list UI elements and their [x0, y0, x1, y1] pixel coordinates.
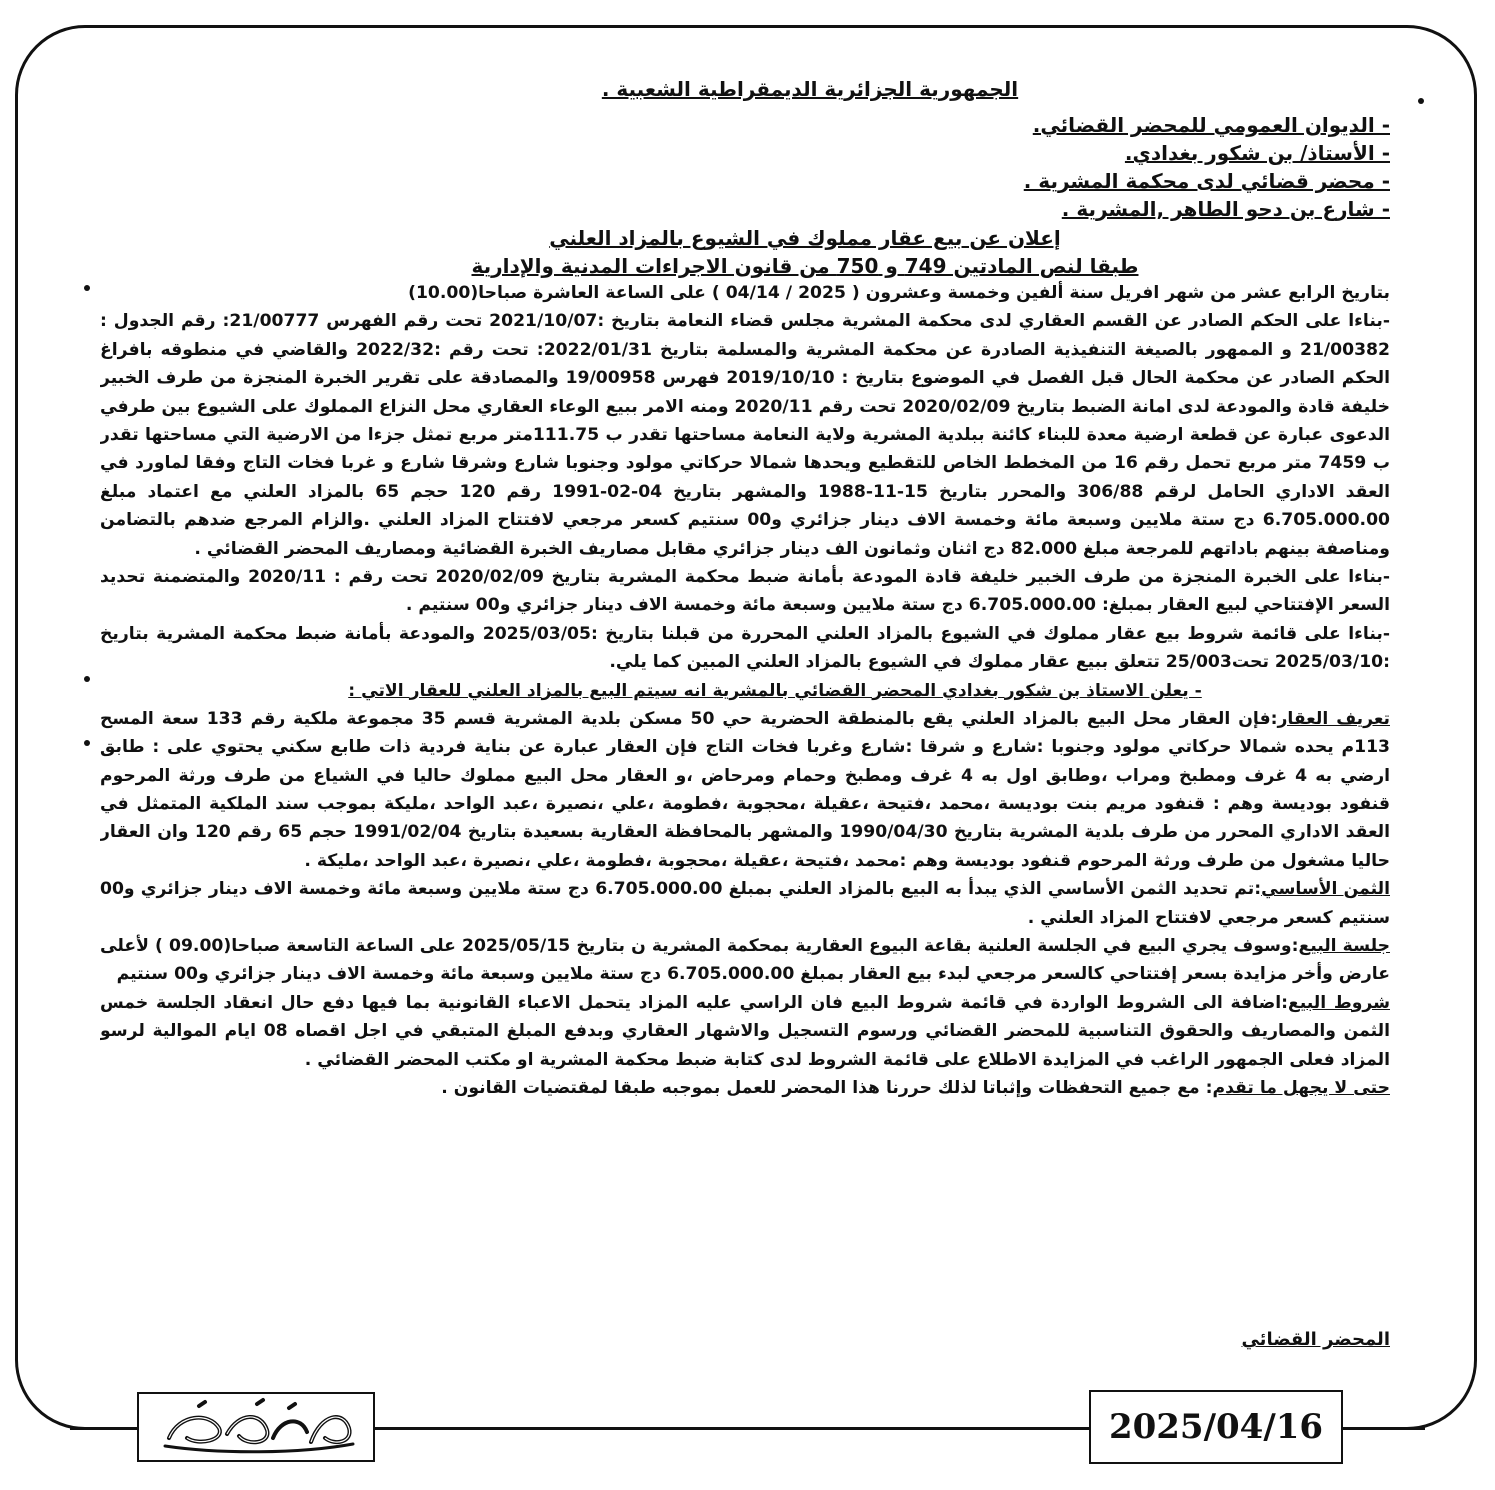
- body-text: [100, 279, 1390, 677]
- country-title: الجمهورية الجزائرية الديمقراطية الشعبية .: [601, 77, 1019, 101]
- body-paragraph: -بناءا على قائمة شروط بيع عقار مملوك في الشيوع بالمزاد العلني المحررة من قبلنا بتاريخ :2025/03/05 والمودعة بأمانة ضبط محكمة المشرية بتاريخ :2025/03/10 تحت25/003 تتعلق ببيع عقار مملوك في الشيوع بالمزاد العلني المبين كما يلي.: [100, 623, 1390, 673]
- office-line: - محضر قضائي لدى محكمة المشرية .: [1023, 169, 1390, 193]
- issue-date: 2025/04/16: [1108, 1407, 1324, 1447]
- section-label: حتى لا يجهل ما تقدم: [1212, 1077, 1390, 1098]
- logo-icon: [139, 1394, 373, 1460]
- margin-dot: [84, 676, 90, 682]
- section-label: شروط البيع: [1288, 992, 1390, 1013]
- body-paragraph: -بناءا على الحكم الصادر عن القسم العقاري لدى محكمة المشرية مجلس قضاء النعامة بتاريخ :2021/10/07 تحت رقم الفهرس 21/00777: رقم الجدول : 21/00382 و الممهور بالصيغة التنفيذية الصادرة عن محكمة المشرية والمسلمة بتاريخ 2022/01/31: تحت رقم :2022/32 والقاضي في منطوقه بافراغ الحكم الصادر عن محكمة الحال قبل الفصل في الموضوع بتاريخ : 2019/10/10 فهرس 19/00958 والمصادقة على تقرير الخبرة المنجزة من طرف الخبير خليفة قادة والمودعة لدى امانة الضبط بتاريخ 2020/02/09 تحت رقم 2020/11 ومنه الامر ببيع الوعاء العقاري محل النزاع المملوك على الشيوع بين طرفي الدعوى عبارة عن قطعة ارضية معدة للبناء كائنة ببلدية المشرية ولاية النعامة مساحتها تقدر ب 111.75متر مربع تمثل جزءا من الارضية التي مساحتها تقدر ب 7459 متر مربع تحمل رقم 16 من المخطط الخاص للتقطيع ويحدها شمالا حركاتي مولود وجنوبا شارع وشرقا شارع و غربا فخات التاج وفقا لماورد في العقد الاداري الحامل لرقم 306/88 والمحرر بتاريخ 15-11-1988 والمشهر بتاريخ 04-02-1991 رقم 120 حجم 65 بالمزاد العلني مع اعتماد مبلغ 6.705.000.00 دج ستة ملايين وسبعة مائة وخمسة الاف دينار جزائري و00 سنتيم كسعر مرجعي لافتتاح المزاد العلني .والزام المرجع ضدهم بالتضامن ومناصفة بينهم باداتهم للمرجعة مبلغ 82.000 دج اثنان وثمانون الف دينار جزائري مقابل مصاريف الخبرة القضائية ومصاريف المحضر القضائي .: [100, 311, 1390, 559]
- margin-dot: [1418, 98, 1424, 104]
- office-line: - شارع بن دحو الطاهر ,المشرية .: [1061, 197, 1390, 221]
- section-text: :وسوف يجري البيع في الجلسة العلنية بقاعة البيوع العقارية بمحكمة المشرية ن بتاريخ 2025/05/15 على الساعة التاسعة صباحا(09.00 ) لأعلى عارض وأخر مزايدة بسعر إفتتاحي كالسعر مرجعي لبدء بيع العقار بمبلغ 6.705.000.00 دج ستة ملايين وسبعة مائة وخمسة الاف دينار جزائري و00 سنتيم: [100, 935, 1390, 985]
- footer-rule: [70, 1427, 137, 1430]
- section-sale-session: [100, 932, 1390, 989]
- body-paragraph: بتاريخ الرابع عشر من شهر افريل سنة ألفين وخمسة وعشرون ( 2025 / 04/14 ) على الساعة العاشرة صباحا(10.00): [408, 283, 1390, 303]
- notice-line: - يعلن الاستاذ بن شكور بغدادي المحضر القضائي بالمشرية انه سيتم البيع بالمزاد العلني للعقار الاتي :: [348, 680, 1202, 701]
- section-text: : مع جميع التحفظات وإثباتا لذلك حررنا هذا المحضر للعمل بموجبه طبقا لمقتضيات القانون .: [441, 1077, 1213, 1098]
- issue-date-box: [1089, 1390, 1343, 1464]
- sections: [100, 705, 1390, 1103]
- section-label: الثمن الأساسي: [1261, 879, 1390, 900]
- section-text: :تم تحديد الثمن الأساسي الذي يبدأ به البيع بالمزاد العلني بمبلغ 6.705.000.00 دج ستة ملايين وسبعة مائة وخمسة الاف دينار جزائري و00 سنتيم كسعر مرجعي لافتتاح المزاد العلني .: [100, 879, 1390, 928]
- office-line: - الديوان العمومي للمحضر القضائي.: [1032, 113, 1390, 137]
- margin-dot: [84, 285, 90, 291]
- section-label: تعريف العقار: [1277, 708, 1390, 729]
- newspaper-logo: [137, 1392, 375, 1462]
- footer-rule: [1343, 1427, 1425, 1430]
- margin-dot: [84, 740, 90, 746]
- section-label: جلسة البيع: [1298, 935, 1390, 956]
- office-line: - الأستاذ/ بن شكور بغدادي.: [1124, 141, 1390, 165]
- announcement-subtitle: طبقا لنص المادتين 749 و 750 من قانون الاجراءات المدنية والإدارية: [471, 254, 1139, 278]
- section-base-price: [100, 875, 1390, 932]
- section-sale-conditions: [100, 989, 1390, 1074]
- office-block: [100, 111, 1390, 223]
- section-text: :فإن العقار محل البيع بالمزاد العلني يقع بالمنطقة الحضرية حي 50 مسكن بلدية المشرية قسم 35 مجموعة ملكية رقم 133 سعة المسح 113م يحده شمالا حركاتي مولود وجنوبا :شارع و شرقا :شارع وغربا فخات التاج فإن العقار عبارة عن بناية فردية ذات طابع سكني يحتوي على : طابق ارضي به 4 غرف ومطبخ ومراب ،وطابق اول به 4 غرف ومطبخ وحمام ومرحاض ،و العقار محل البيع مملوك حاليا في الشياع من طرف ورثة المرحوم قنفود بوديسة وهم : قنفود مريم بنت بوديسة ،محمد ،فتيحة ،عقيلة ،محجوبة ،فطومة ،علي ،نصيرة ،عبد الواحد ،مليكة بموجب سند الملكية المتمثل في العقد الاداري المحرر من طرف بلدية المشرية بتاريخ 1990/04/30 والمشهر بالمحافظة العقارية بسعيدة بتاريخ 1991/02/04 حجم 65 رقم 120 وان العقار حاليا مشغول من طرف ورثة المرحوم قنفود بوديسة وهم :محمد ،فتيحة ،عقيلة ،محجوبة ،فطومة ،علي ،نصيرة ،عبد الواحد ،مليكة .: [100, 708, 1390, 871]
- section-text: :اضافة الى الشروط الواردة في قائمة شروط البيع فان الراسي عليه المزاد يتحمل الاعباء القانونية بما فيها دفع حال انعقاد الجلسة خمس الثمن والمصاريف والحقوق التناسبية للمحضر القضائي ورسوم التسجيل والاشهار العقاري وبدفع المبلغ المتبقي في اجل اقصاه 08 ايام الموالية لرسو المزاد فعلى الجمهور الراغب في المزايدة الاطلاع على قائمة الشروط لدى كتابة ضبط محكمة المشرية او مكتب المحضر القضائي .: [100, 992, 1390, 1070]
- signature-title: المحضر القضائي: [1241, 1329, 1390, 1350]
- announcement-title: إعلان عن بيع عقار مملوك في الشيوع بالمزاد العلني: [549, 226, 1061, 250]
- section-closing: [100, 1074, 1390, 1102]
- body-paragraph: -بناءا على الخبرة المنجزة من طرف الخبير خليفة قادة المودعة بأمانة ضبط محكمة المشرية بتاريخ 2020/02/09 تحت رقم : 2020/11 والمتضمنة تحديد السعر الإفتتاحي لبيع العقار بمبلغ: 6.705.000.00 دج ستة ملايين وسبعة مائة وخمسة الاف دينار جزائري و00 سنتيم .: [100, 567, 1390, 616]
- footer-rule: [375, 1427, 1089, 1430]
- section-property: [100, 705, 1390, 875]
- document-page: [100, 75, 1390, 1365]
